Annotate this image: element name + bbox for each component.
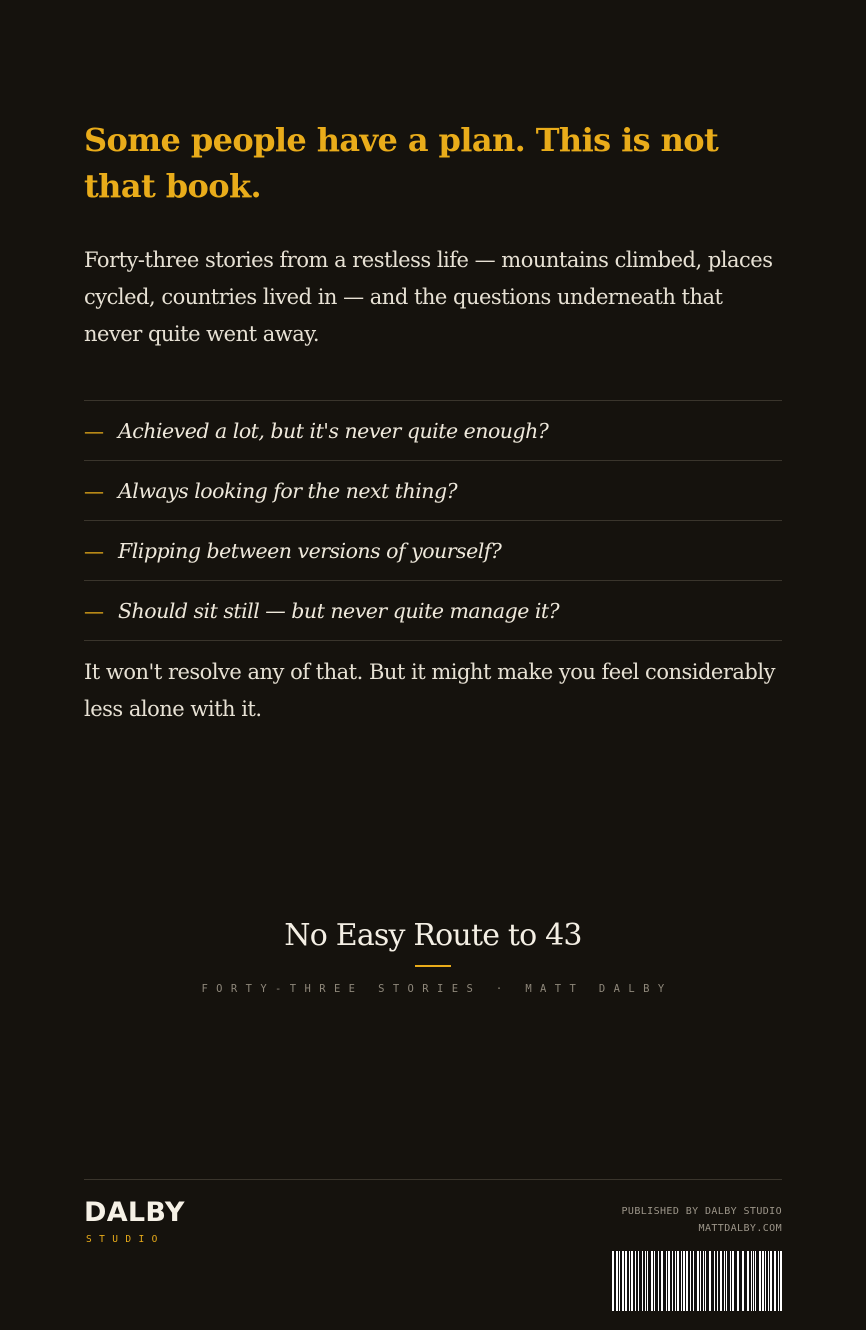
question-list <box>84 400 782 641</box>
dash-bullet: — <box>84 478 104 503</box>
barcode-bar <box>655 1251 658 1311</box>
barcode-bar <box>676 1251 677 1311</box>
barcode-bar <box>648 1251 651 1311</box>
list-item <box>84 581 782 641</box>
question-text: Should sit still — but never quite manage it? <box>118 598 560 623</box>
barcode-bar <box>691 1251 693 1311</box>
dash-bullet: — <box>84 598 104 623</box>
barcode-bar <box>772 1251 774 1311</box>
barcode-bar <box>699 1251 700 1311</box>
barcode-bar <box>761 1251 762 1311</box>
barcode-bar <box>670 1251 672 1311</box>
barcode-bar <box>718 1251 720 1311</box>
question-text: Achieved a lot, but it's never quite enough? <box>118 418 549 443</box>
question-text: Always looking for the next thing? <box>118 478 458 503</box>
barcode-bar <box>769 1251 770 1311</box>
barcode-bar <box>766 1251 768 1311</box>
website-link[interactable]: MATTDALBY.COM <box>698 1223 782 1234</box>
book-subtitle: FORTY-THREE STORIES · MATT DALBY <box>201 983 673 995</box>
barcode-bar <box>630 1251 631 1311</box>
barcode-bar <box>749 1251 751 1311</box>
barcode-bar <box>688 1251 690 1311</box>
barcode-bar <box>646 1251 647 1311</box>
list-item <box>84 521 782 581</box>
barcode-graphic <box>612 1251 782 1311</box>
barcode-bar <box>779 1251 780 1311</box>
barcode-bar <box>620 1251 622 1311</box>
barcode-bar <box>706 1251 709 1311</box>
closing-paragraph: It won't resolve any of that. But it might make you feel considerably less alone with it. <box>84 660 775 721</box>
barcode-bar <box>643 1251 645 1311</box>
footer-divider <box>84 1179 782 1180</box>
list-item <box>84 461 782 521</box>
dash-bullet: — <box>84 418 104 443</box>
barcode-bar <box>682 1251 683 1311</box>
barcode-bar <box>636 1251 638 1311</box>
barcode-bar <box>731 1251 732 1311</box>
barcode-bar <box>739 1251 742 1311</box>
book-title: No Easy Route to 43 <box>284 918 582 953</box>
publisher-info <box>621 1203 782 1237</box>
barcode-bar <box>715 1251 717 1311</box>
intro-paragraph: Forty-three stories from a restless life — mountains climbed, places cycled, countries lived in — and the questions underneath that never quite went away. <box>84 248 773 346</box>
barcode-bar <box>725 1251 726 1311</box>
barcode-bar <box>752 1251 753 1311</box>
dash-bullet: — <box>84 538 104 563</box>
barcode-bar <box>673 1251 675 1311</box>
barcode-bar <box>754 1251 755 1311</box>
publisher-line: PUBLISHED BY DALBY STUDIO <box>621 1206 782 1217</box>
barcode-bar <box>663 1251 666 1311</box>
barcode-bar <box>711 1251 714 1311</box>
barcode-bar <box>624 1251 625 1311</box>
barcode-bar <box>627 1251 629 1311</box>
question-text: Flipping between versions of yourself? <box>118 538 502 563</box>
barcode-bar <box>722 1251 724 1311</box>
barcode-bar <box>618 1251 619 1311</box>
barcode-bar <box>727 1251 730 1311</box>
barcode-bar <box>614 1251 616 1311</box>
barcode-bar <box>701 1251 703 1311</box>
barcode-bar <box>764 1251 765 1311</box>
headline: Some people have a plan. This is not that book. <box>84 121 719 205</box>
barcode-bar <box>679 1251 681 1311</box>
barcode-bar <box>756 1251 759 1311</box>
logo-tagline: STUDIO <box>86 1234 165 1245</box>
barcode-bar <box>776 1251 778 1311</box>
barcode-bar <box>653 1251 654 1311</box>
barcode-icon <box>612 1251 782 1311</box>
barcode-bar <box>667 1251 668 1311</box>
barcode-bar <box>659 1251 661 1311</box>
barcode-bar <box>685 1251 686 1311</box>
list-item <box>84 401 782 461</box>
barcode-bar <box>694 1251 697 1311</box>
barcode-bar <box>633 1251 635 1311</box>
logo-wordmark: DALBY <box>84 1197 185 1228</box>
title-underline <box>415 965 451 967</box>
barcode-bar <box>639 1251 642 1311</box>
barcode-bar <box>704 1251 705 1311</box>
barcode-bar <box>734 1251 737 1311</box>
publisher-logo <box>84 1196 185 1245</box>
barcode-bar <box>744 1251 747 1311</box>
